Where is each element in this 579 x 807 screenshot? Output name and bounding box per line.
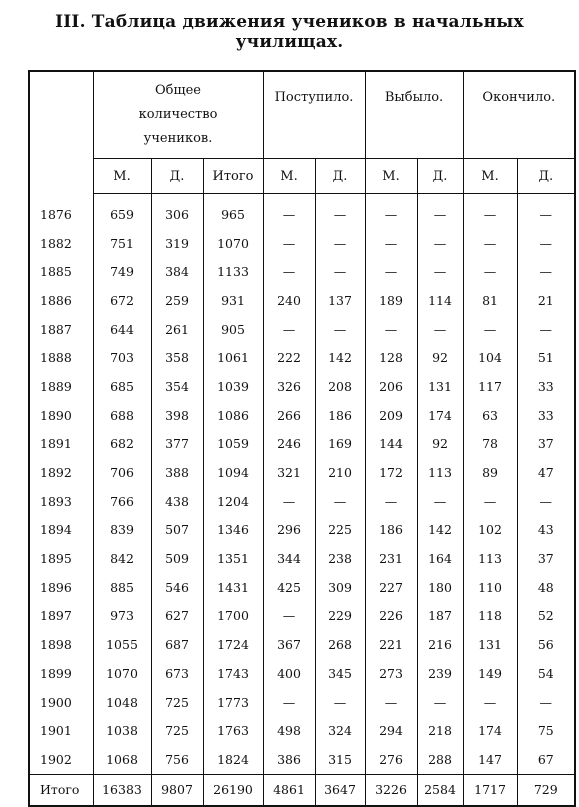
value-cell: 240 xyxy=(263,286,315,315)
subheader-d: Д. xyxy=(315,159,365,194)
value-cell: — xyxy=(517,688,575,717)
value-cell: 288 xyxy=(417,745,463,774)
value-cell: — xyxy=(365,688,417,717)
value-cell: — xyxy=(517,315,575,344)
value-cell: 261 xyxy=(151,315,203,344)
value-cell: 186 xyxy=(315,401,365,430)
value-cell: 169 xyxy=(315,430,365,459)
table-row xyxy=(29,194,575,229)
subheader-d: Д. xyxy=(517,159,575,194)
value-cell: 1724 xyxy=(203,630,263,659)
year-cell: 1892 xyxy=(40,465,72,481)
value-cell: — xyxy=(417,229,463,258)
value-cell: — xyxy=(417,194,463,229)
subheader-m: М. xyxy=(463,159,517,194)
value-cell: 766 xyxy=(93,487,151,516)
value-cell: 33 xyxy=(517,372,575,401)
value-cell: — xyxy=(263,315,315,344)
value-cell: 703 xyxy=(93,343,151,372)
year-cell: 1900 xyxy=(40,694,72,710)
value-cell: 1059 xyxy=(203,430,263,459)
value-cell: 239 xyxy=(417,659,463,688)
value-cell: 110 xyxy=(463,573,517,602)
value-cell: 839 xyxy=(93,516,151,545)
value-cell: 425 xyxy=(263,573,315,602)
value-cell: 326 xyxy=(263,372,315,401)
value-cell: 319 xyxy=(151,229,203,258)
value-cell: 225 xyxy=(315,516,365,545)
subheader-m: М. xyxy=(365,159,417,194)
value-cell: 33 xyxy=(517,401,575,430)
value-cell: 43 xyxy=(517,516,575,545)
value-cell: — xyxy=(315,257,365,286)
value-cell: — xyxy=(365,194,417,229)
value-cell: 1133 xyxy=(203,257,263,286)
value-cell: 306 xyxy=(151,194,203,229)
totals-cell: 4861 xyxy=(263,774,315,806)
year-cell: 1896 xyxy=(40,579,72,595)
value-cell: — xyxy=(263,229,315,258)
table-row xyxy=(29,487,575,516)
value-cell: 268 xyxy=(315,630,365,659)
subheader-m: М. xyxy=(93,159,151,194)
table-row xyxy=(29,745,575,774)
year-cell: 1893 xyxy=(40,493,72,509)
value-cell: 1094 xyxy=(203,458,263,487)
value-cell: — xyxy=(463,257,517,286)
value-cell: 273 xyxy=(365,659,417,688)
totals-cell: 1717 xyxy=(463,774,517,806)
value-cell: 1773 xyxy=(203,688,263,717)
value-cell: 37 xyxy=(517,544,575,573)
value-cell: 142 xyxy=(417,516,463,545)
value-cell: 114 xyxy=(417,286,463,315)
value-cell: 1763 xyxy=(203,716,263,745)
table-row xyxy=(29,458,575,487)
value-cell: 294 xyxy=(365,716,417,745)
year-cell: 1888 xyxy=(40,350,72,366)
value-cell: 1346 xyxy=(203,516,263,545)
table-row xyxy=(29,257,575,286)
value-cell: — xyxy=(463,315,517,344)
year-cell: 1899 xyxy=(40,665,72,681)
value-cell: 1431 xyxy=(203,573,263,602)
subheader-d: Д. xyxy=(151,159,203,194)
value-cell: — xyxy=(263,688,315,717)
table-row xyxy=(29,573,575,602)
value-cell: 931 xyxy=(203,286,263,315)
value-cell: 706 xyxy=(93,458,151,487)
subheader-itogo: Итого xyxy=(203,159,263,194)
value-cell: 89 xyxy=(463,458,517,487)
table-row xyxy=(29,229,575,258)
value-cell: 189 xyxy=(365,286,417,315)
year-cell: 1901 xyxy=(40,723,72,739)
value-cell: 226 xyxy=(365,602,417,631)
value-cell: 172 xyxy=(365,458,417,487)
value-cell: 174 xyxy=(463,716,517,745)
value-cell: 367 xyxy=(263,630,315,659)
value-cell: — xyxy=(263,257,315,286)
value-cell: 1351 xyxy=(203,544,263,573)
value-cell: 885 xyxy=(93,573,151,602)
group-header-finished: Окончило. xyxy=(463,71,575,159)
value-cell: 117 xyxy=(463,372,517,401)
value-cell: 388 xyxy=(151,458,203,487)
value-cell: 137 xyxy=(315,286,365,315)
table-row xyxy=(29,602,575,631)
value-cell: 687 xyxy=(151,630,203,659)
value-cell: 398 xyxy=(151,401,203,430)
year-header xyxy=(29,71,93,194)
value-cell: 725 xyxy=(151,716,203,745)
value-cell: 56 xyxy=(517,630,575,659)
year-cell: 1887 xyxy=(40,321,72,337)
value-cell: 187 xyxy=(417,602,463,631)
value-cell: 21 xyxy=(517,286,575,315)
value-cell: 377 xyxy=(151,430,203,459)
value-cell: 965 xyxy=(203,194,263,229)
totals-cell: 3647 xyxy=(315,774,365,806)
table-row xyxy=(29,516,575,545)
table-row xyxy=(29,630,575,659)
value-cell: 673 xyxy=(151,659,203,688)
value-cell: 48 xyxy=(517,573,575,602)
value-cell: 1086 xyxy=(203,401,263,430)
value-cell: 1039 xyxy=(203,372,263,401)
subheader-d: Д. xyxy=(417,159,463,194)
year-cell: 1898 xyxy=(40,637,72,653)
table-body xyxy=(29,194,575,775)
value-cell: 644 xyxy=(93,315,151,344)
year-cell: 1894 xyxy=(40,522,72,538)
value-cell: — xyxy=(417,315,463,344)
value-cell: — xyxy=(365,229,417,258)
value-cell: 358 xyxy=(151,343,203,372)
value-cell: 246 xyxy=(263,430,315,459)
group-header-left: Выбыло. xyxy=(365,71,463,159)
value-cell: — xyxy=(365,487,417,516)
value-cell: 104 xyxy=(463,343,517,372)
value-cell: 229 xyxy=(315,602,365,631)
value-cell: 118 xyxy=(463,602,517,631)
value-cell: 354 xyxy=(151,372,203,401)
value-cell: 149 xyxy=(463,659,517,688)
table-row xyxy=(29,430,575,459)
value-cell: 345 xyxy=(315,659,365,688)
value-cell: — xyxy=(365,315,417,344)
value-cell: 309 xyxy=(315,573,365,602)
totals-cell: 3226 xyxy=(365,774,417,806)
value-cell: 222 xyxy=(263,343,315,372)
value-cell: 142 xyxy=(315,343,365,372)
value-cell: 209 xyxy=(365,401,417,430)
value-cell: — xyxy=(463,194,517,229)
value-cell: 113 xyxy=(463,544,517,573)
group-header-total: Общее количество учеников. xyxy=(93,71,263,159)
value-cell: 1070 xyxy=(203,229,263,258)
value-cell: 438 xyxy=(151,487,203,516)
value-cell: 973 xyxy=(93,602,151,631)
value-cell: 749 xyxy=(93,257,151,286)
totals-cell: 729 xyxy=(517,774,575,806)
value-cell: 37 xyxy=(517,430,575,459)
value-cell: 144 xyxy=(365,430,417,459)
value-cell: 659 xyxy=(93,194,151,229)
value-cell: 1038 xyxy=(93,716,151,745)
value-cell: — xyxy=(315,688,365,717)
totals-label: Итого xyxy=(29,774,93,806)
value-cell: 180 xyxy=(417,573,463,602)
year-cell: 1889 xyxy=(40,378,72,394)
table-row xyxy=(29,659,575,688)
value-cell: 128 xyxy=(365,343,417,372)
value-cell: 266 xyxy=(263,401,315,430)
value-cell: 221 xyxy=(365,630,417,659)
value-cell: 210 xyxy=(315,458,365,487)
value-cell: 751 xyxy=(93,229,151,258)
totals-cell: 16383 xyxy=(93,774,151,806)
value-cell: 1048 xyxy=(93,688,151,717)
value-cell: 725 xyxy=(151,688,203,717)
value-cell: 113 xyxy=(417,458,463,487)
value-cell: — xyxy=(517,194,575,229)
value-cell: — xyxy=(365,257,417,286)
value-cell: 1204 xyxy=(203,487,263,516)
year-cell: 1897 xyxy=(40,608,72,624)
value-cell: — xyxy=(263,487,315,516)
value-cell: 672 xyxy=(93,286,151,315)
value-cell: — xyxy=(263,194,315,229)
year-cell: 1885 xyxy=(40,264,72,280)
students-table xyxy=(28,70,576,807)
value-cell: 92 xyxy=(417,430,463,459)
value-cell: 102 xyxy=(463,516,517,545)
totals-row xyxy=(29,774,575,806)
value-cell: — xyxy=(517,487,575,516)
value-cell: — xyxy=(463,229,517,258)
value-cell: 627 xyxy=(151,602,203,631)
value-cell: 682 xyxy=(93,430,151,459)
table-row xyxy=(29,286,575,315)
value-cell: — xyxy=(315,315,365,344)
value-cell: — xyxy=(417,257,463,286)
value-cell: 218 xyxy=(417,716,463,745)
value-cell: 131 xyxy=(463,630,517,659)
group-header-arrived: Поступило. xyxy=(263,71,365,159)
value-cell: — xyxy=(517,257,575,286)
value-cell: 54 xyxy=(517,659,575,688)
value-cell: — xyxy=(463,487,517,516)
value-cell: 1824 xyxy=(203,745,263,774)
value-cell: — xyxy=(315,194,365,229)
value-cell: 231 xyxy=(365,544,417,573)
value-cell: — xyxy=(417,487,463,516)
value-cell: 131 xyxy=(417,372,463,401)
value-cell: 1055 xyxy=(93,630,151,659)
table-row xyxy=(29,343,575,372)
year-cell: 1895 xyxy=(40,551,72,567)
value-cell: 259 xyxy=(151,286,203,315)
year-cell: 1891 xyxy=(40,436,72,452)
value-cell: 688 xyxy=(93,401,151,430)
year-cell: 1890 xyxy=(40,407,72,423)
value-cell: — xyxy=(315,229,365,258)
value-cell: 216 xyxy=(417,630,463,659)
value-cell: 384 xyxy=(151,257,203,286)
value-cell: 206 xyxy=(365,372,417,401)
value-cell: 92 xyxy=(417,343,463,372)
value-cell: 842 xyxy=(93,544,151,573)
table-row xyxy=(29,315,575,344)
value-cell: 81 xyxy=(463,286,517,315)
value-cell: 546 xyxy=(151,573,203,602)
year-cell: 1886 xyxy=(40,292,72,308)
value-cell: 400 xyxy=(263,659,315,688)
value-cell: 63 xyxy=(463,401,517,430)
value-cell: 509 xyxy=(151,544,203,573)
table-row xyxy=(29,544,575,573)
value-cell: 324 xyxy=(315,716,365,745)
value-cell: 227 xyxy=(365,573,417,602)
totals-cell: 26190 xyxy=(203,774,263,806)
value-cell: — xyxy=(463,688,517,717)
value-cell: 78 xyxy=(463,430,517,459)
value-cell: 52 xyxy=(517,602,575,631)
value-cell: 186 xyxy=(365,516,417,545)
value-cell: 67 xyxy=(517,745,575,774)
value-cell: 905 xyxy=(203,315,263,344)
value-cell: 51 xyxy=(517,343,575,372)
value-cell: 1070 xyxy=(93,659,151,688)
subheader-m: М. xyxy=(263,159,315,194)
value-cell: — xyxy=(263,602,315,631)
table-row xyxy=(29,372,575,401)
value-cell: 147 xyxy=(463,745,517,774)
totals-cell: 9807 xyxy=(151,774,203,806)
value-cell: 498 xyxy=(263,716,315,745)
value-cell: 208 xyxy=(315,372,365,401)
value-cell: 756 xyxy=(151,745,203,774)
value-cell: 174 xyxy=(417,401,463,430)
value-cell: 1743 xyxy=(203,659,263,688)
year-cell: 1882 xyxy=(40,235,72,251)
value-cell: 321 xyxy=(263,458,315,487)
value-cell: 1068 xyxy=(93,745,151,774)
value-cell: — xyxy=(315,487,365,516)
value-cell: 386 xyxy=(263,745,315,774)
year-cell: 1902 xyxy=(40,751,72,767)
value-cell: 1061 xyxy=(203,343,263,372)
value-cell: 296 xyxy=(263,516,315,545)
page-title: III. Таблица движения учеников в начальных училищах. xyxy=(55,12,524,52)
value-cell: 164 xyxy=(417,544,463,573)
value-cell: 276 xyxy=(365,745,417,774)
value-cell: 685 xyxy=(93,372,151,401)
value-cell: 344 xyxy=(263,544,315,573)
value-cell: 315 xyxy=(315,745,365,774)
value-cell: 47 xyxy=(517,458,575,487)
year-cell: 1876 xyxy=(40,206,72,222)
value-cell: 507 xyxy=(151,516,203,545)
table-row xyxy=(29,716,575,745)
value-cell: 75 xyxy=(517,716,575,745)
table-row xyxy=(29,401,575,430)
totals-cell: 2584 xyxy=(417,774,463,806)
table-row xyxy=(29,688,575,717)
value-cell: — xyxy=(517,229,575,258)
value-cell: — xyxy=(417,688,463,717)
value-cell: 1700 xyxy=(203,602,263,631)
value-cell: 238 xyxy=(315,544,365,573)
